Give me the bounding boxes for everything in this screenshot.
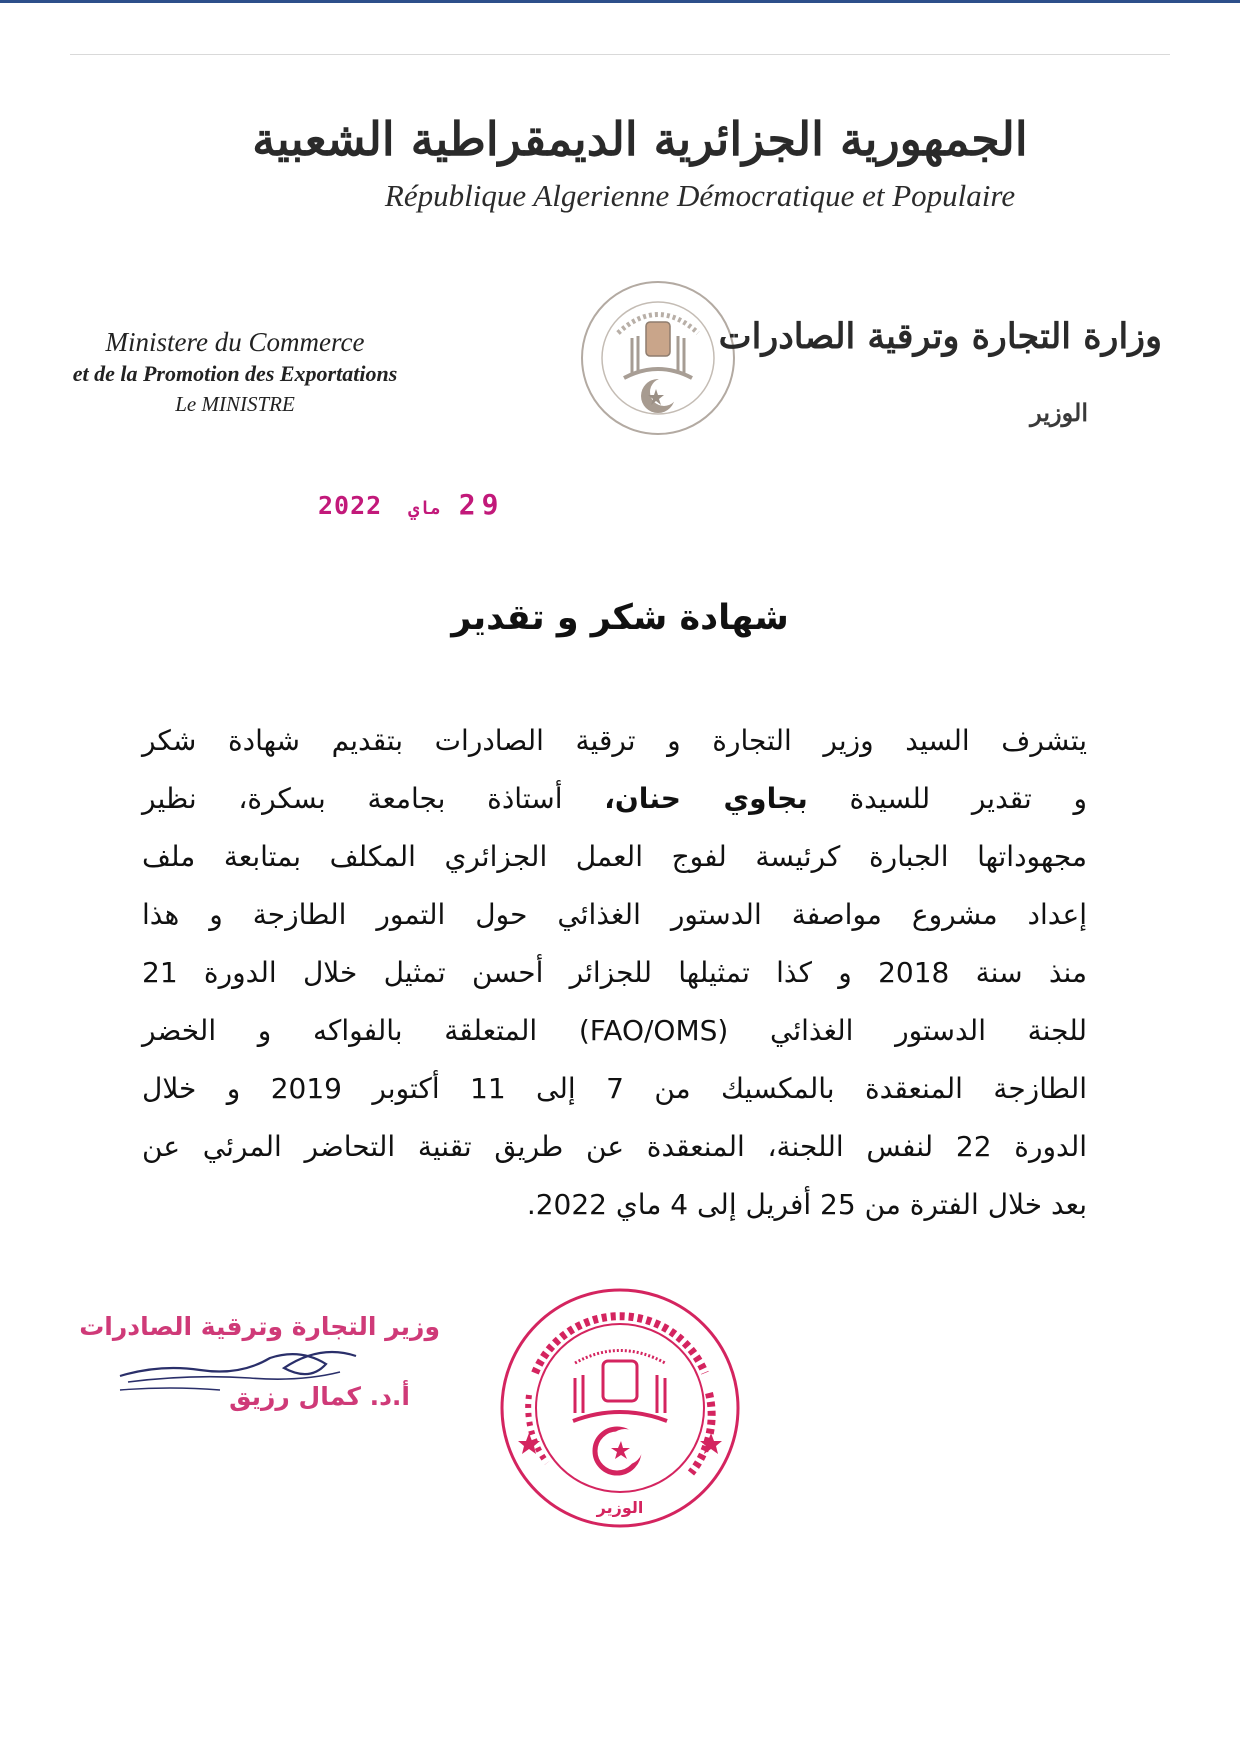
minister-label-arabic: الوزير [1030, 398, 1088, 427]
body-line: للجنة الدستور الغذائي (FAO/OMS) المتعلقة بالفواكه و الخضر [142, 1014, 1087, 1047]
certificate-title: شهادة شكر و تقدير [451, 598, 789, 638]
scan-top-edge [0, 0, 1240, 3]
body-line: بعد خلال الفترة من 25 أفريل إلى 4 ماي 2022. [526, 1188, 1087, 1221]
national-emblem-seal [578, 278, 738, 438]
seal-center-label: الوزير [596, 1498, 644, 1517]
body-line-part: و تقدير للسيدة [849, 782, 1087, 815]
date-stamp-month: ماي [408, 498, 441, 519]
certificate-body [142, 712, 1087, 1234]
body-line: إعداد مشروع مواصفة الدستور الغذائي حول التمور الطازجة و هذا [142, 898, 1087, 931]
body-line: منذ سنة 2018 و كذا تمثيلها للجزائر أحسن تمثيل خلال الدورة 21 [142, 956, 1087, 989]
body-line [142, 770, 1087, 828]
date-stamp-day: 29 [458, 488, 505, 521]
handwritten-signature [100, 1298, 440, 1448]
ministry-letterhead-french [20, 325, 450, 419]
body-line: الدورة 22 لنفس اللجنة، المنعقدة عن طريق تقنية التحاضر المرئي عن [142, 1130, 1088, 1163]
ministry-official-seal [495, 1283, 745, 1533]
body-line: يتشرف السيد وزير التجارة و ترقية الصادرات بتقديم شهادة شكر [142, 724, 1087, 757]
date-stamp [318, 488, 504, 521]
ministry-name-arabic: وزارة التجارة وترقية الصادرات [718, 316, 1162, 357]
date-stamp-year: 2022 [318, 491, 383, 520]
body-line: مجهوداتها الجبارة كرئيسة لفوج العمل الجزائري المكلف بمتابعة ملف [142, 840, 1087, 873]
minister-label-fr: Le MINISTRE [175, 392, 295, 416]
signatory-name: أ.د. كمال رزيق [229, 1382, 410, 1411]
republic-title-arabic: الجمهورية الجزائرية الديمقراطية الشعبية [252, 112, 1028, 166]
body-line-part: أستاذة بجامعة بسكرة، نظير [142, 782, 563, 815]
honoree-name: بجاوي حنان، [604, 782, 808, 815]
republic-title-french: République Algerienne Démocratique et Populaire [384, 178, 1016, 213]
signature-block [79, 1298, 440, 1448]
body-line: الطازجة المنعقدة بالمكسيك من 7 إلى 11 أكتوبر 2019 و خلال [142, 1072, 1088, 1105]
signatory-title: وزير التجارة وترقية الصادرات [79, 1312, 440, 1341]
ministry-subtitle-fr: et de la Promotion des Exportations [72, 361, 398, 386]
scan-fold-line [70, 54, 1170, 55]
ministry-name-fr: Ministere du Commerce [105, 327, 365, 357]
